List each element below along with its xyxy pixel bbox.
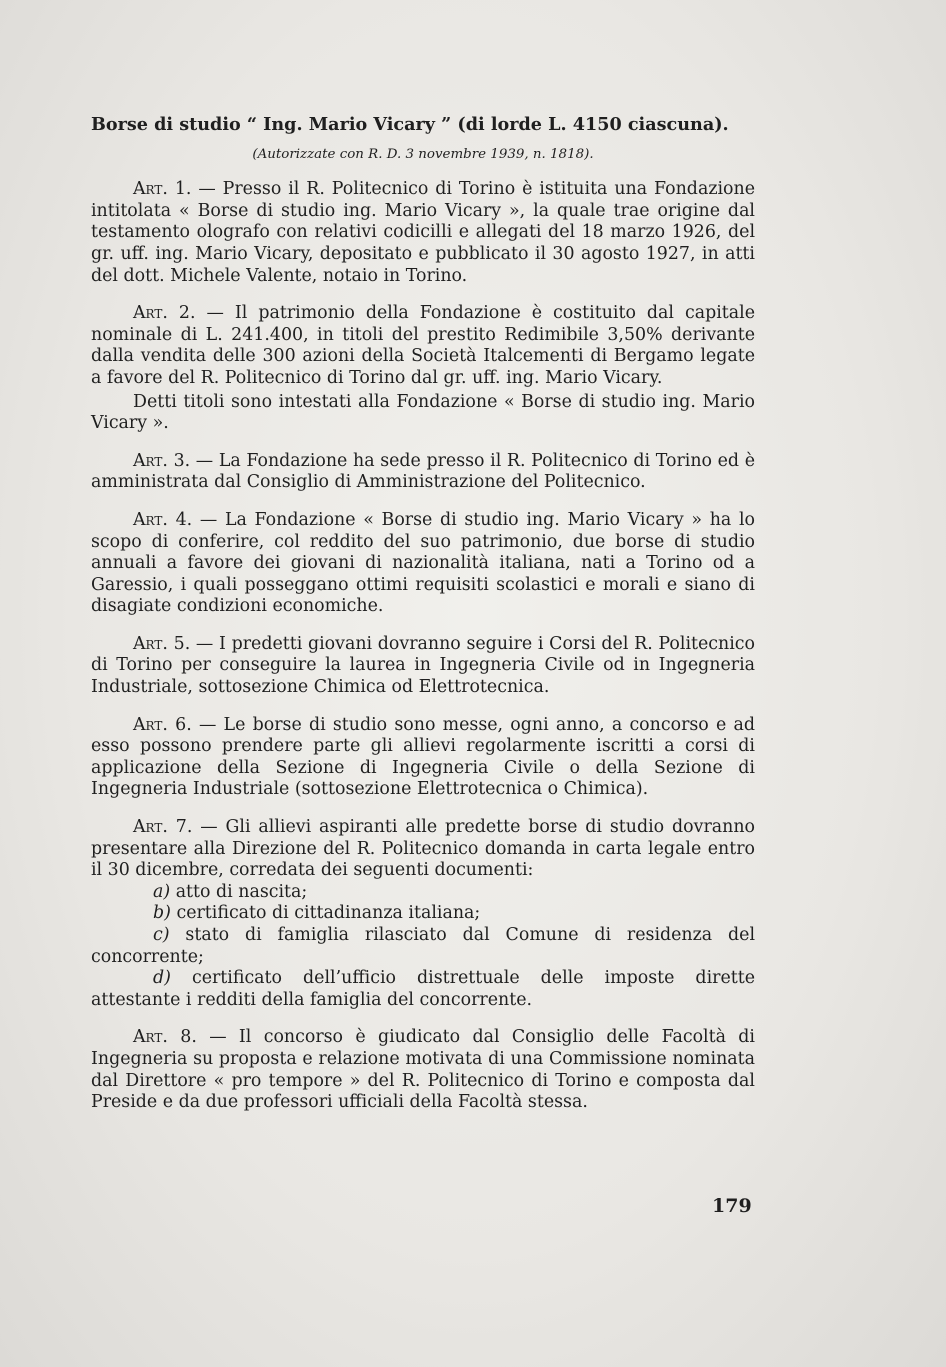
article-7-item-d [91, 968, 755, 1011]
article-label: Art. [133, 1027, 168, 1048]
page-subtitle: (Autorizzate con R. D. 3 novembre 1939, n. 1818). [252, 146, 594, 162]
article-label: Art. [133, 633, 168, 654]
article-label: Art. [133, 303, 168, 324]
page-number: 179 [712, 1195, 752, 1217]
article-7-item-c [91, 925, 755, 968]
article-number: 1. [174, 179, 192, 200]
article-2-continuation: Detti titoli sono intestati alla Fondazione « Borse di studio ing. Mario Vicary ». [91, 391, 755, 434]
article-number: 2. [178, 303, 196, 324]
article-7-item-b [91, 903, 755, 925]
article-text: — Gli allievi aspiranti alle predette borse di studio dovranno presentare alla Direzione del R. Politecnico domanda in carta legale entro il 30 dicembre, corredata dei seguenti documenti: [91, 817, 755, 881]
article-4 [91, 510, 755, 618]
article-text: — Presso il R. Politecnico di Torino è istituita una Fondazione intitolata « Borse di studio ing. Mario Vicary », la quale trae origine dal testamento olografo con relativi codicilli e allegati del 18 marzo 1926, del gr. uff. ing. Mario Vicary, depositato e pubblicato il 30 agosto 1927, in atti del dott. Michele Valente, notaio in Torino. [91, 179, 755, 286]
item-letter: a) [153, 881, 171, 902]
article-5 [91, 634, 755, 699]
article-label: Art. [133, 714, 168, 735]
article-label: Art. [133, 817, 168, 838]
article-6 [91, 715, 755, 801]
article-number: 4. [175, 509, 193, 530]
article-3 [91, 451, 755, 494]
article-text: — La Fondazione « Borse di studio ing. Mario Vicary » ha lo scopo di conferire, col reddito del suo patrimonio, due borse di studio annuali a favore dei giovani di nazionalità italiana, nati a Torino od a Garessio, i quali posseggano ottimi requisiti scolastici e morali e siano di disagiate condizioni economiche. [91, 509, 755, 617]
article-label: Art. [133, 509, 168, 530]
article-7 [91, 817, 755, 882]
item-letter: d) [153, 968, 171, 989]
article-7-item-a [91, 882, 755, 904]
article-number: 6. [175, 714, 192, 735]
item-letter: c) [153, 925, 170, 945]
page-content [91, 114, 755, 1114]
article-2 [91, 303, 755, 389]
article-1 [91, 179, 755, 287]
item-letter: b) [153, 903, 171, 924]
item-text: certificato di cittadinanza italiana; [176, 903, 481, 924]
article-label: Art. [133, 179, 168, 200]
item-text: certificato dell’ufficio distrettuale delle imposte dirette attestante i redditi della famiglia del concorrente. [91, 968, 755, 1010]
article-8 [91, 1027, 755, 1113]
article-number: 5. [173, 633, 191, 654]
article-text: — Il concorso è giudicato dal Consiglio delle Facoltà di Ingegneria su proposta e relazione motivata di una Commissione nominata dal Direttore « pro tempore » del R. Politecnico di Torino e composta dal Preside e da due professori ufficiali della Facoltà stessa. [91, 1027, 755, 1113]
article-text: — Il patrimonio della Fondazione è costituito dal capitale nominale di L. 241.400, in titoli del prestito Redimibile 3,50% derivante dalla vendita delle 300 azioni della Società Italcementi di Bergamo legate a favore del R. Politecnico di Torino dal gr. uff. ing. Mario Vicary. [91, 303, 755, 388]
page-title: Borse di studio “ Ing. Mario Vicary ” (di lorde L. 4150 ciascuna). [91, 114, 729, 135]
item-text: atto di nascita; [175, 881, 308, 902]
article-number: 3. [173, 450, 191, 471]
article-label: Art. [133, 450, 168, 471]
article-text: — La Fondazione ha sede presso il R. Politecnico di Torino ed è amministrata dal Consiglio di Amministrazione del Politecnico. [91, 450, 755, 493]
article-number: 8. [180, 1027, 197, 1048]
item-text: stato di famiglia rilasciato dal Comune di residenza del concorrente; [91, 925, 756, 967]
article-text: — I predetti giovani dovranno seguire i Corsi del R. Politecnico di Torino per conseguire la laurea in Ingegneria Civile od in Ingegneria Industriale, sottosezione Chimica od Elettrotecnica. [91, 633, 755, 698]
article-text: — Le borse di studio sono messe, ogni anno, a concorso e ad esso possono prendere parte gli allievi regolarmente iscritti a corsi di applicazione della Sezione di Ingegneria Civile o della Sezione di Ingegneria Industriale (sottosezione Elettrotecnica o Chimica). [91, 714, 755, 800]
article-number: 7. [175, 817, 193, 838]
